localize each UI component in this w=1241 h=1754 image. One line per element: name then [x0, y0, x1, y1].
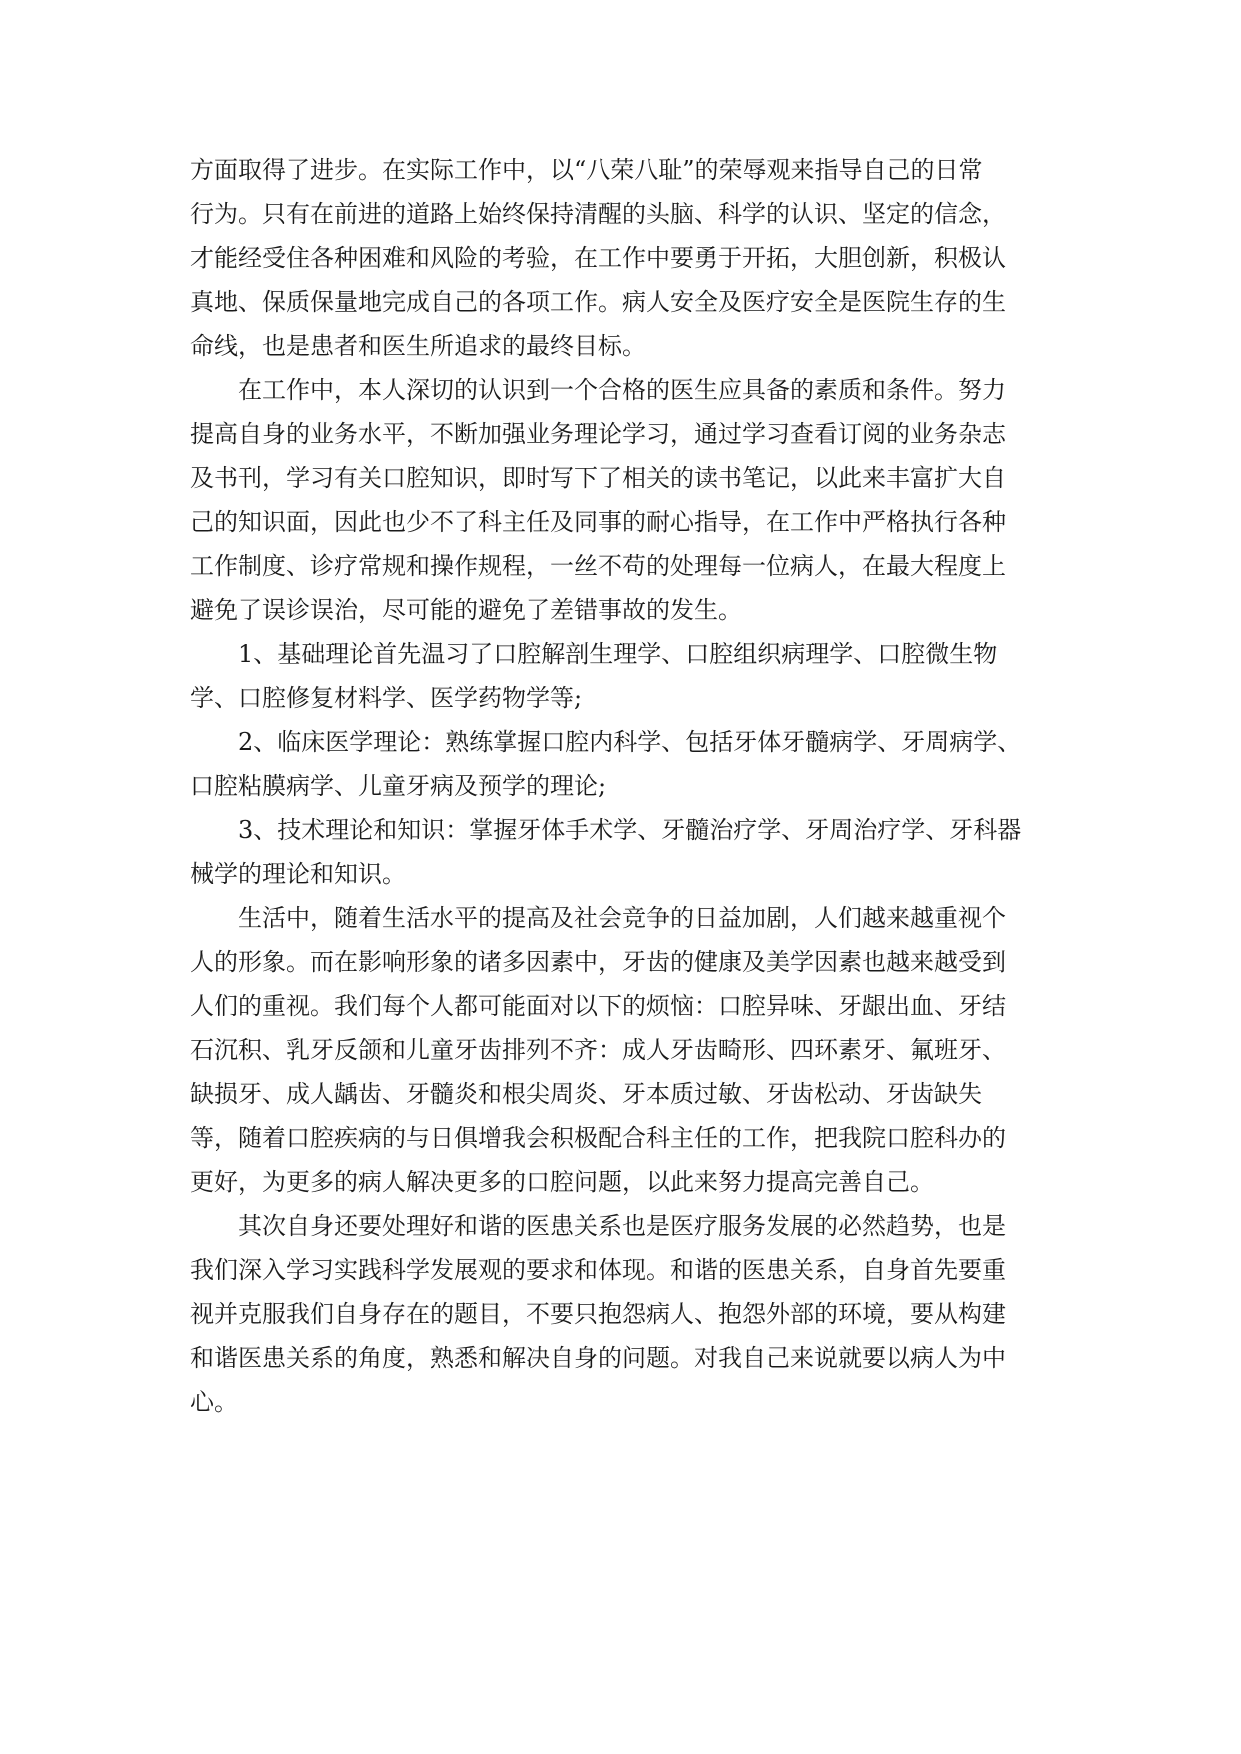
text-line: 工作制度、诊疗常规和操作规程，一丝不苟的处理每一位病人，在最大程度上 — [190, 552, 1006, 580]
text-line: 己的知识面，因此也少不了科主任及同事的耐心指导，在工作中严格执行各种 — [190, 508, 1006, 536]
text-line: 命线，也是患者和医生所追求的最终目标。 — [190, 332, 646, 360]
text-line: 口腔粘膜病学、儿童牙病及预学的理论; — [190, 772, 607, 800]
text-line: 我们深入学习实践科学发展观的要求和体现。和谐的医患关系，自身首先要重 — [190, 1256, 1006, 1284]
paragraph-6 — [190, 896, 1050, 1204]
text-line: 缺损牙、成人龋齿、牙髓炎和根尖周炎、牙本质过敏、牙齿松动、牙齿缺失 — [190, 1080, 982, 1108]
text-line: 提高自身的业务水平，不断加强业务理论学习，通过学习查看订阅的业务杂志 — [190, 420, 1006, 448]
text-line: 方面取得了进步。在实际工作中，以“八荣八耻”的荣辱观来指导自己的日常 — [190, 156, 983, 184]
paragraph-1 — [190, 148, 1050, 368]
text-line: 人的形象。而在影响形象的诸多因素中，牙齿的健康及美学因素也越来越受到 — [190, 948, 1006, 976]
text-line: 生活中，随着生活水平的提高及社会竞争的日益加剧，人们越来越重视个 — [238, 904, 1006, 932]
paragraph-2 — [190, 368, 1050, 632]
paragraph-4 — [190, 720, 1050, 808]
text-line: 行为。只有在前进的道路上始终保持清醒的头脑、科学的认识、坚定的信念， — [190, 200, 1006, 228]
text-line: 其次自身还要处理好和谐的医患关系也是医疗服务发展的必然趋势，也是 — [238, 1212, 1006, 1240]
text-line: 械学的理论和知识。 — [190, 860, 406, 888]
text-line: 及书刊，学习有关口腔知识，即时写下了相关的读书笔记，以此来丰富扩大自 — [190, 464, 1006, 492]
text-line: 才能经受住各种困难和风险的考验，在工作中要勇于开拓，大胆创新，积极认 — [190, 244, 1006, 272]
text-line: 石沉积、乳牙反颌和儿童牙齿排列不齐：成人牙齿畸形、四环素牙、氟班牙、 — [190, 1036, 1006, 1064]
text-line: 学、口腔修复材料学、医学药物学等; — [190, 684, 583, 712]
text-line: 心。 — [190, 1388, 238, 1416]
text-line: 真地、保质保量地完成自己的各项工作。病人安全及医疗安全是医院生存的生 — [190, 288, 1006, 316]
text-line: 和谐医患关系的角度，熟悉和解决自身的问题。对我自己来说就要以病人为中 — [190, 1344, 1006, 1372]
text-line: 视并克服我们自身存在的题目，不要只抱怨病人、抱怨外部的环境，要从构建 — [190, 1300, 1006, 1328]
paragraph-3 — [190, 632, 1050, 720]
text-line: 1、基础理论首先温习了口腔解剖生理学、口腔组织病理学、口腔微生物 — [238, 640, 998, 668]
text-line: 等，随着口腔疾病的与日俱增我会积极配合科主任的工作，把我院口腔科办的 — [190, 1124, 1006, 1152]
paragraph-7 — [190, 1204, 1050, 1424]
text-line: 2、临床医学理论：熟练掌握口腔内科学、包括牙体牙髓病学、牙周病学、 — [238, 728, 1022, 756]
text-line: 人们的重视。我们每个人都可能面对以下的烦恼：口腔异味、牙龈出血、牙结 — [190, 992, 1006, 1020]
text-line: 在工作中，本人深切的认识到一个合格的医生应具备的素质和条件。努力 — [238, 376, 1006, 404]
paragraph-5 — [190, 808, 1050, 896]
document-body — [190, 148, 1050, 1424]
text-line: 避免了误诊误治，尽可能的避免了差错事故的发生。 — [190, 596, 742, 624]
text-line: 更好，为更多的病人解决更多的口腔问题，以此来努力提高完善自己。 — [190, 1168, 934, 1196]
text-line: 3、技术理论和知识：掌握牙体手术学、牙髓治疗学、牙周治疗学、牙科器 — [238, 816, 1022, 844]
